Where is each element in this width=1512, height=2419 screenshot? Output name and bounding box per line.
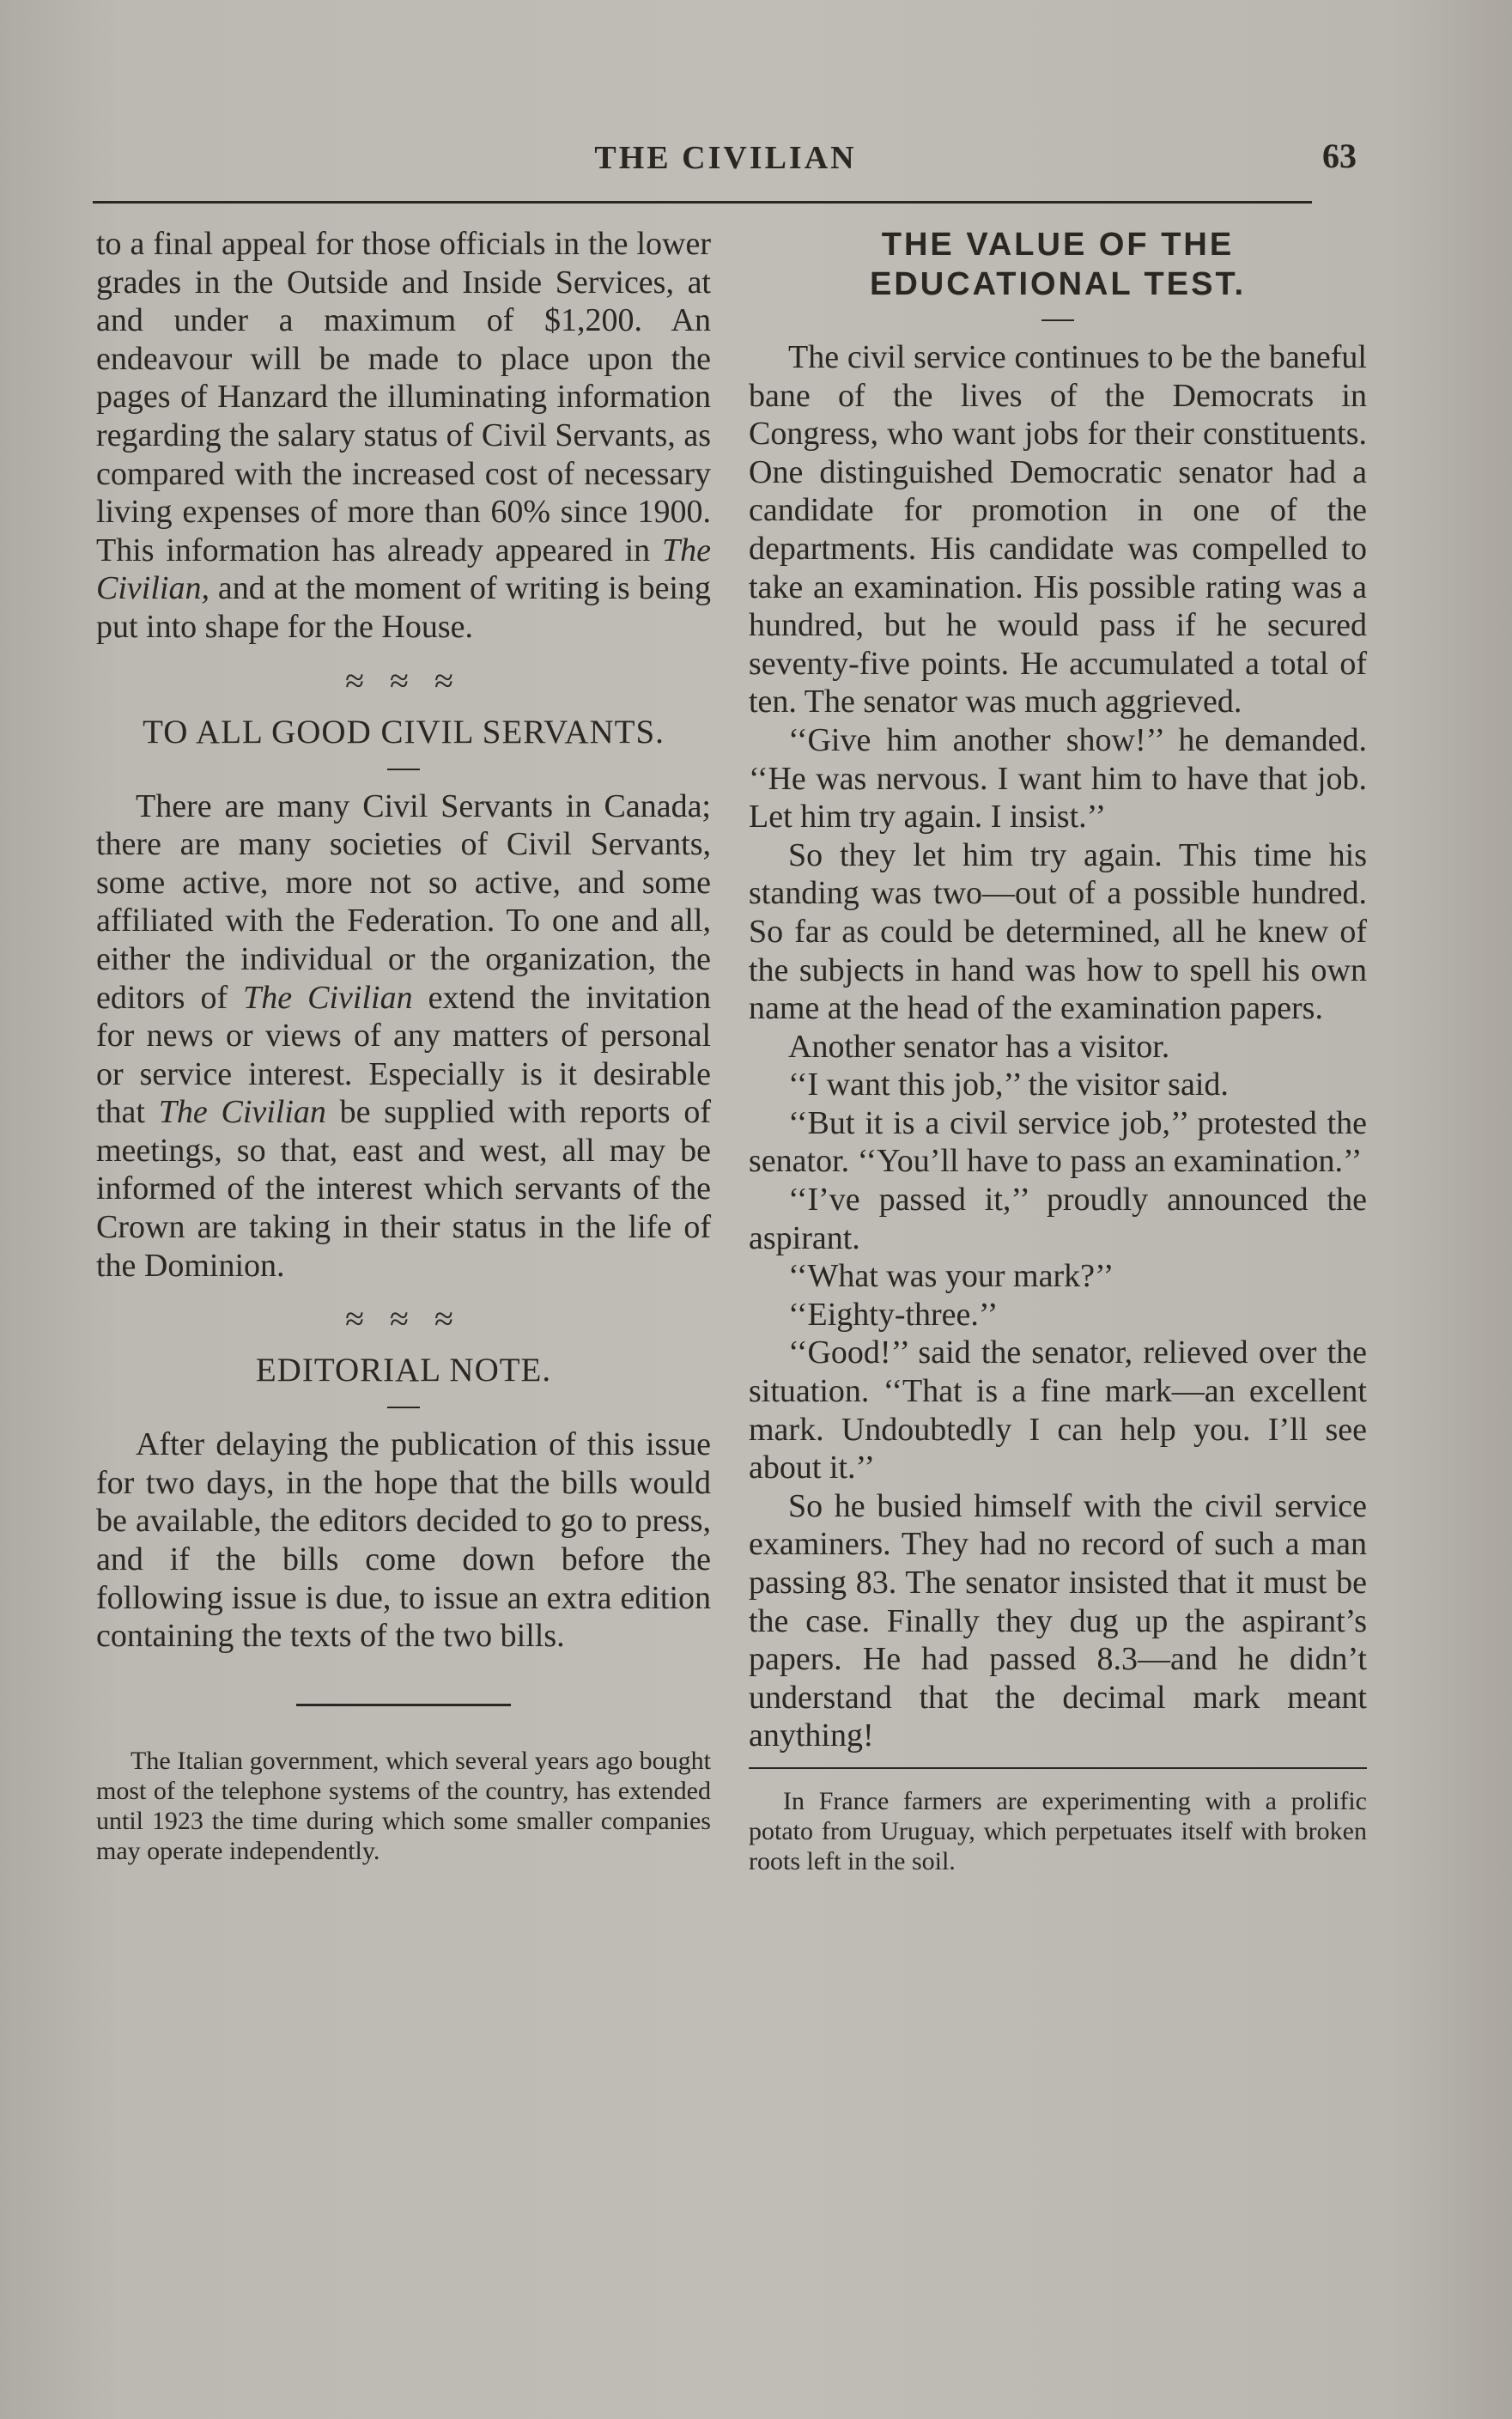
header-rule [93,201,1312,204]
article-paragraph: Another senator has a visitor. [788,1028,1170,1065]
publication-name: The Civilian [243,979,413,1016]
section-ornament: ≈ ≈ ≈ [345,1299,462,1339]
good-civil-servants-paragraph: There are many Civil Servants in Canada; there are many societies of Civil Servants, some active, more not so active, and some affiliated with the Federation. To one and all, either the individual or the organization, the editors of The Civilian extend the invitation for news or views of any matters of personal or service interest. Especially is it desirable that The Civilian be supplied with reports of meetings, so that, east and west, all may be informed of the interest which servants of the Crown are taking in their status in the life of the Dominion. [96,787,711,1284]
publication-name: The Civilian, [96,532,711,607]
section-ornament: ≈ ≈ ≈ [345,660,462,700]
footnote-france-potato: In France farmers are experimenting with a prolific potato from Uruguay, which perpetuates itself with broken roots left in the soil. [749,1786,1367,1875]
footnote-rule [749,1767,1367,1769]
article-paragraph: So he busied himself with the civil service examiners. They had no record of such a man passing 83. The senator insisted that it must be the case. Finally they dug up the aspirant’s papers. He had passed 8.3—and he didn’t understand that the decimal mark meant anything! [749,1487,1367,1754]
heading-dash [387,769,420,770]
article-body [749,338,1367,1755]
publication-name: The Civilian [158,1094,326,1131]
page-number: 63 [1322,137,1357,175]
continued-paragraph: to a final appeal for those officials in the lower grades in the Outside and Inside Services, at and under a maximum of $1,200. An endeavour will be made to place upon the pages of Hanzard the illuminating information regarding the salary status of Civil Servants, as compared with the increased cost of necessary living expenses of more than 60% since 1900. This information has already appeared in The Civilian, and at the moment of writing is being put into shape for the House. [96,226,711,645]
footnote-rule [296,1704,511,1706]
article-paragraph: So they let him try again. This time his standing was two—out of a possible hundred. So far as could be determined, all he knew of the subjects in hand was how to spell his own name at the head of the examination papers. [749,836,1367,1027]
heading-dash [387,1407,420,1408]
page-header [94,139,1357,191]
right-column [749,225,1367,1876]
article-paragraph: The civil service continues to be the baneful bane of the lives of the Democrats in Congress, who want jobs for their constituents. One distinguished Democratic senator had a candidate for promotion in one of the departments. His candidate was compelled to take an examination. His possible rating was a hundred, but he would pass if he secured seventy-five points. He accumulated a total of ten. The senator was much aggrieved. [749,339,1367,720]
article-title: THE VALUE OF THE EDUCATIONAL TEST. [869,227,1247,302]
article-paragraph: ‘‘Give him another show!’’ he demanded. ‘‘He was nervous. I want him to have that job. Let him try again. I insist.’’ [749,721,1367,836]
article-paragraph: ‘‘But it is a civil service job,’’ protested the senator. ‘‘You’ll have to pass an examination.’’ [749,1104,1367,1180]
article-paragraph: ‘‘What was your mark?’’ [788,1258,1114,1295]
article-paragraph: ‘‘Eighty-three.’’ [788,1296,999,1333]
left-column [96,225,711,1866]
section-heading-editorial-note: EDITORIAL NOTE. [255,1352,552,1389]
footnote-italian-telephone: The Italian government, which several years ago bought most of the telephone systems of the country, has extended until 1923 the time during which some smaller companies may operate independently. [96,1746,711,1865]
article-paragraph: ‘‘I’ve passed it,’’ proudly announced the aspirant. [749,1182,1367,1256]
editorial-note-paragraph: After delaying the publication of this issue for two days, in the hope that the bills would be available, the editors decided to go to press, and if the bills come down before the following issue is due, to issue an extra edition containing the texts of the two bills. [96,1426,711,1655]
running-title: THE CIVILIAN [594,140,857,176]
article-paragraph: ‘‘Good!’’ said the senator, relieved over the situation. ‘‘That is a fine mark—an excellent mark. Undoubtedly I can help you. I’ll see about it.’’ [749,1334,1367,1486]
heading-dash [1041,319,1074,321]
article-paragraph: ‘‘I want this job,’’ the visitor said. [788,1067,1229,1103]
section-heading-good-civil-servants: TO ALL GOOD CIVIL SERVANTS. [143,713,665,751]
